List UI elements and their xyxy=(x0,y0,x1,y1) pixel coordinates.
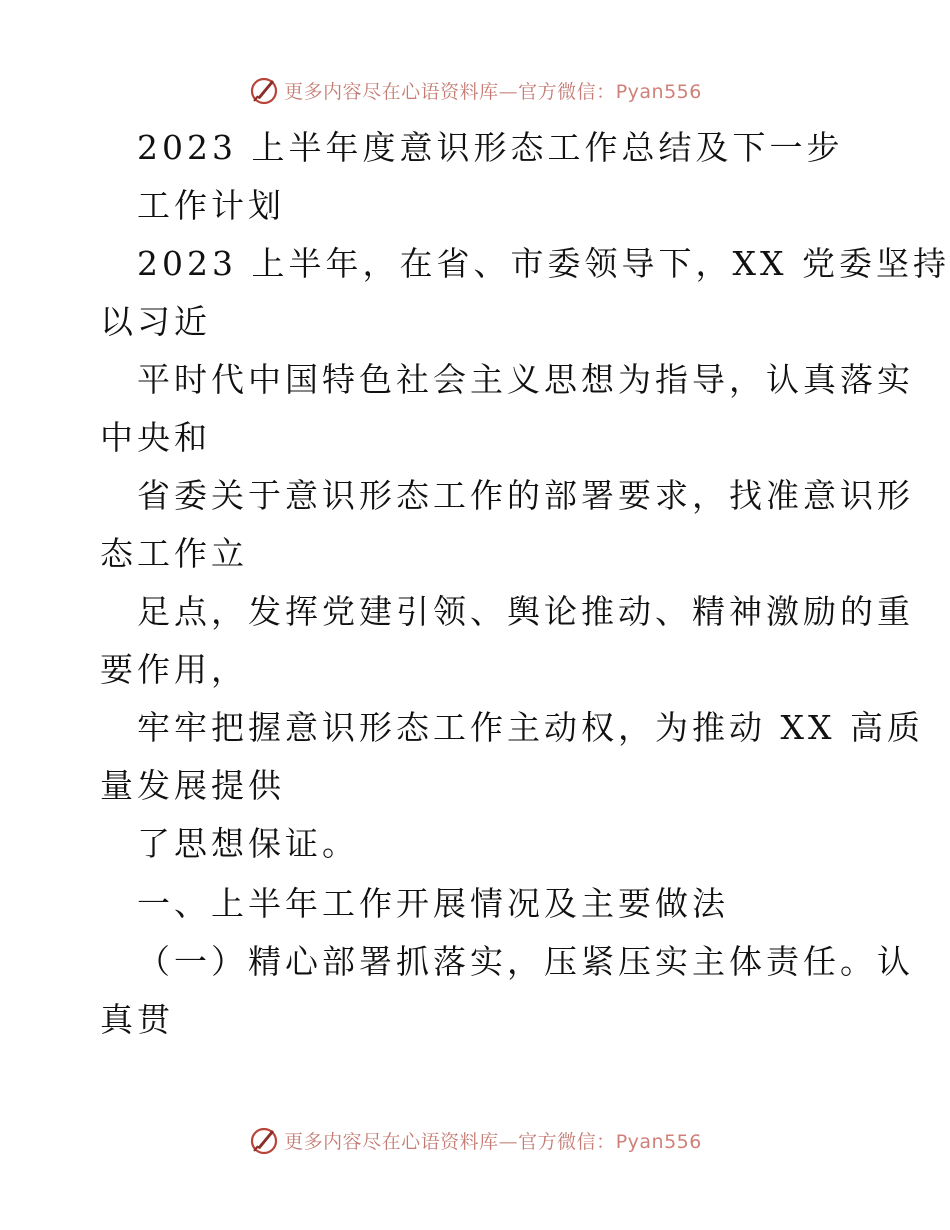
doc-text-line: 要作用， xyxy=(100,650,248,689)
doc-text-line: 量发展提供 xyxy=(100,766,285,805)
watermark-main-text: 更多内容尽在心语资料库 xyxy=(284,1130,499,1153)
doc-text-line: 2023 上半年，在省、市委领导下，XX 党委坚持 xyxy=(137,244,950,283)
watermark-separator: — xyxy=(498,80,519,103)
header-watermark xyxy=(0,70,950,110)
doc-text-line: 平时代中国特色社会主义思想为指导，认真落实 xyxy=(137,360,914,399)
quill-pen-logo-icon xyxy=(248,1124,280,1156)
doc-title-line-2: 工作计划 xyxy=(137,186,285,225)
watermark-group xyxy=(248,1124,702,1156)
doc-text-line: 真贯 xyxy=(100,1000,174,1039)
doc-text-line: 了思想保证。 xyxy=(137,824,359,863)
doc-text-line: 中央和 xyxy=(100,418,211,457)
watermark-group xyxy=(248,74,702,106)
watermark-text xyxy=(284,1127,702,1154)
watermark-separator: — xyxy=(498,1130,519,1153)
watermark-wechat-id: Pyan556 xyxy=(615,1130,702,1153)
subsection-heading: （一）精心部署抓落实，压紧压实主体责任。认 xyxy=(137,942,914,981)
doc-text-line: 牢牢把握意识形态工作主动权，为推动 XX 高质 xyxy=(137,708,924,747)
watermark-wechat-label: 官方微信： xyxy=(518,80,616,103)
doc-text-line: 足点，发挥党建引领、舆论推动、精神激励的重 xyxy=(137,592,914,631)
doc-text-line: 态工作立 xyxy=(100,534,248,573)
watermark-main-text: 更多内容尽在心语资料库 xyxy=(284,80,499,103)
watermark-text xyxy=(284,77,702,104)
section-heading: 一、上半年工作开展情况及主要做法 xyxy=(137,884,729,923)
doc-title-line-1: 2023 上半年度意识形态工作总结及下一步 xyxy=(137,128,844,167)
doc-text-line: 省委关于意识形态工作的部署要求，找准意识形 xyxy=(137,476,914,515)
footer-watermark xyxy=(0,1120,950,1160)
watermark-wechat-label: 官方微信： xyxy=(518,1130,616,1153)
quill-pen-logo-icon xyxy=(248,74,280,106)
doc-text-line: 以习近 xyxy=(100,302,211,341)
watermark-wechat-id: Pyan556 xyxy=(615,80,702,103)
